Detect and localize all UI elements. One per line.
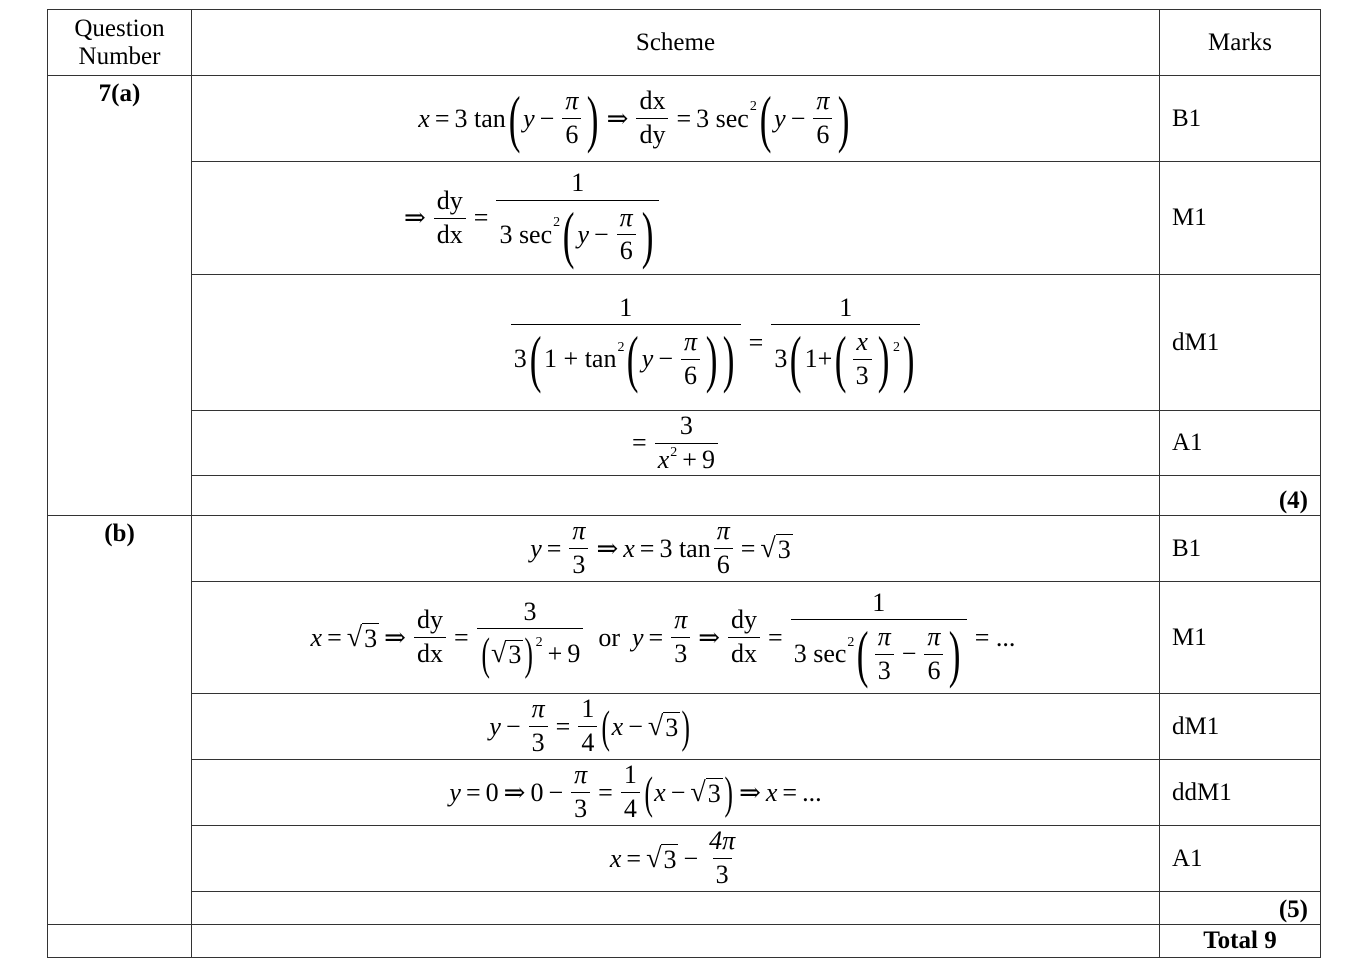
scheme-row-a2 bbox=[48, 162, 1321, 275]
equation-a3: 1 3 ( 1 + tan 2 ( y − $\frac{\pi}{6}$ ) ) = 1 3 ( 1+ ( $\frac{x}{3}$ ) 2 ) bbox=[192, 275, 1160, 411]
question-number-header: Question Number bbox=[48, 10, 192, 76]
equation-a2: ⇒ $\frac{dy}{dx}$ = 1 3 sec 2 ( y − $\frac{\pi}{6}$ ) bbox=[192, 162, 1160, 275]
equation-a1: x = 3 tan ( y − $\frac{\pi}{6}$ ) ⇒ $\frac{dx}{dy}$ = 3 sec 2 ( y − $\frac{\pi}{6}$ ) bbox=[192, 76, 1160, 162]
equation-b3: y − $\frac{\pi}{3}$ = $\frac{1}{4}$ ( x − √ 3 ) bbox=[192, 694, 1160, 760]
subtotal-row-a bbox=[48, 476, 1321, 516]
scheme-row-a4 bbox=[48, 411, 1321, 476]
equation-b4: y = 0 ⇒ 0 − $\frac{\pi}{3}$ = $\frac{1}{4}$ ( x − √ 3 ) ⇒ x = ... bbox=[192, 760, 1160, 826]
total-row bbox=[48, 925, 1321, 958]
scheme-row-a1 bbox=[48, 76, 1321, 162]
scheme-row-b2 bbox=[48, 582, 1321, 694]
question-label-b: (b) bbox=[48, 516, 192, 925]
mark-b4: ddM1 bbox=[1160, 760, 1321, 826]
subtotal-a: (4) bbox=[1160, 476, 1321, 516]
question-label-7a: 7(a) bbox=[48, 76, 192, 516]
scheme-row-b3 bbox=[48, 694, 1321, 760]
mark-scheme-table bbox=[47, 9, 1321, 958]
scheme-header: Scheme bbox=[192, 10, 1160, 76]
marks-header: Marks bbox=[1160, 10, 1321, 76]
mark-b5: A1 bbox=[1160, 826, 1321, 892]
equation-b5: x = √ 3 − $\frac{4\pi}{3}$ bbox=[192, 826, 1160, 892]
mark-b3: dM1 bbox=[1160, 694, 1321, 760]
equation-b2: x = √ 3 ⇒ $\frac{dy}{dx}$ = 3 ( √ 3 ) 2 + 9 or y = $\frac{\pi}{3}$ ⇒ $\frac{dy}{dx}$ = 1 3 sec 2 ( $\frac{\pi}{3}$ − $\frac{\pi}{6}$ ) = ... bbox=[192, 582, 1160, 694]
equation-b1: y = $\frac{\pi}{3}$ ⇒ x = 3 tan $\frac{\pi}{6}$ = √ 3 bbox=[192, 516, 1160, 582]
mark-b2: M1 bbox=[1160, 582, 1321, 694]
scheme-row-b4 bbox=[48, 760, 1321, 826]
header-row bbox=[48, 10, 1321, 76]
total-marks: Total 9 bbox=[1160, 925, 1321, 958]
subtotal-b: (5) bbox=[1160, 892, 1321, 925]
mark-a4: A1 bbox=[1160, 411, 1321, 476]
subtotal-row-b bbox=[48, 892, 1321, 925]
scheme-row-b5 bbox=[48, 826, 1321, 892]
mark-a1: B1 bbox=[1160, 76, 1321, 162]
mark-a2: M1 bbox=[1160, 162, 1321, 275]
equation-a4: = $\frac{3}{x^2 + 9}$ bbox=[192, 411, 1160, 476]
mark-b1: B1 bbox=[1160, 516, 1321, 582]
scheme-row-b1 bbox=[48, 516, 1321, 582]
mark-a3: dM1 bbox=[1160, 275, 1321, 411]
scheme-row-a3 bbox=[48, 275, 1321, 411]
